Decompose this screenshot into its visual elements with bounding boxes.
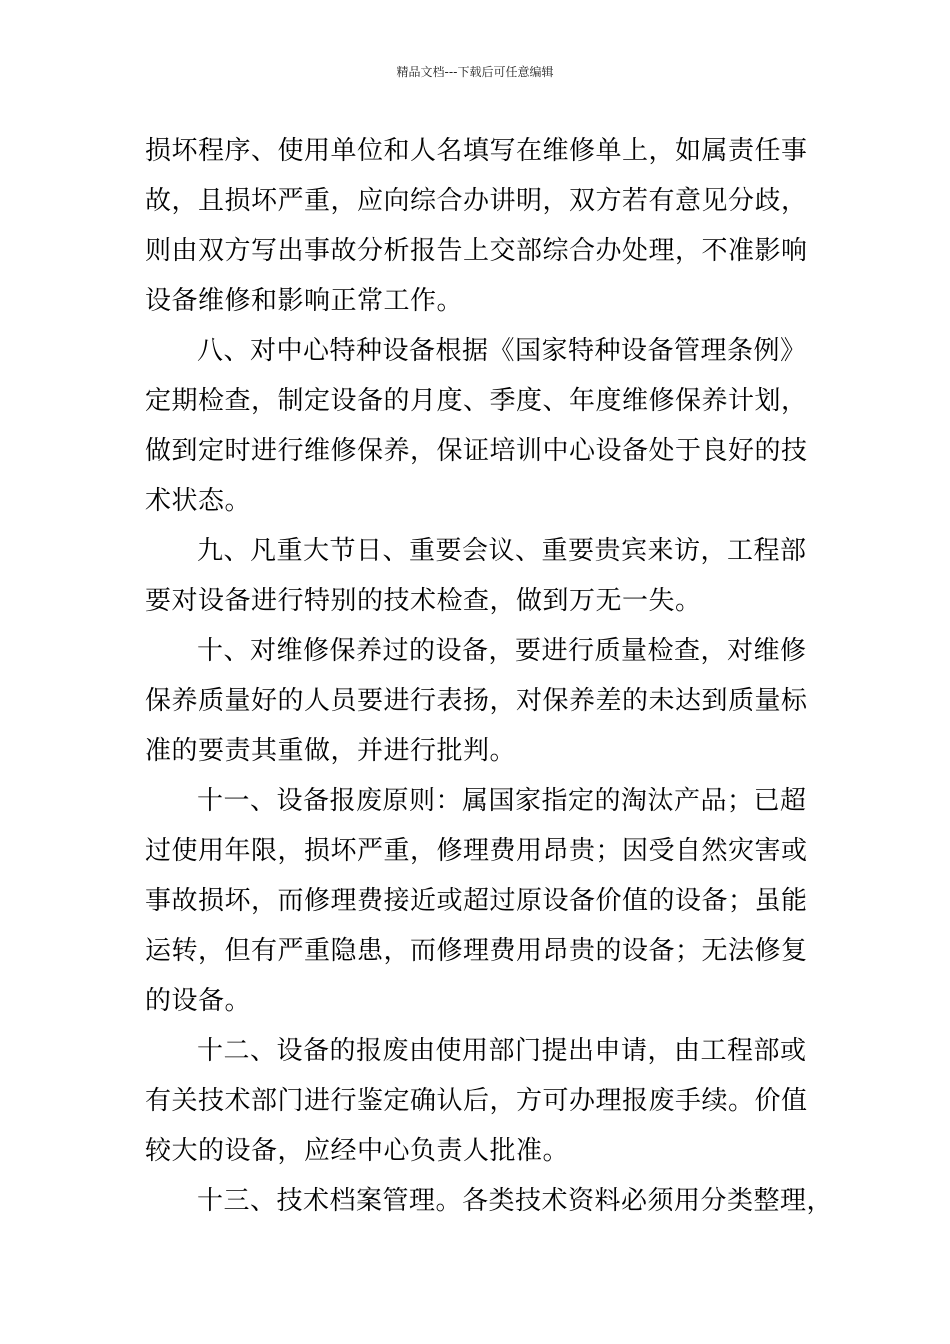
paragraph-start-line: 十、对维修保养过的设备，要进行质量检查，对维修 bbox=[197, 636, 807, 666]
text-line: 损坏程序、使用单位和人名填写在维修单上，如属责任事 bbox=[145, 136, 808, 166]
text-line: 运转，但有严重隐患，而修理费用昂贵的设备；无法修复 bbox=[145, 936, 808, 966]
paragraph-start-line: 十二、设备的报废由使用部门提出申请，由工程部或 bbox=[197, 1036, 807, 1066]
paragraph-start-line: 九、凡重大节日、重要会议、重要贵宾来访，工程部 bbox=[197, 536, 807, 566]
text-line: 过使用年限，损坏严重，修理费用昂贵；因受自然灾害或 bbox=[145, 836, 808, 866]
text-line: 准的要责其重做，并进行批判。 bbox=[145, 736, 517, 766]
text-line: 事故损坏，而修理费接近或超过原设备价值的设备；虽能 bbox=[145, 886, 808, 916]
document-body bbox=[145, 126, 834, 1226]
text-line: 定期检查，制定设备的月度、季度、年度维修保养计划， bbox=[145, 386, 808, 416]
text-line: 故，且损坏严重，应向综合办讲明，双方若有意见分歧， bbox=[145, 186, 808, 216]
text-line: 做到定时进行维修保养，保证培训中心设备处于良好的技 bbox=[145, 436, 808, 466]
text-line: 则由双方写出事故分析报告上交部综合办处理，不准影响 bbox=[145, 236, 808, 266]
text-line: 要对设备进行特别的技术检查，做到万无一失。 bbox=[145, 586, 702, 616]
text-line: 设备维修和影响正常工作。 bbox=[145, 286, 464, 316]
text-line: 较大的设备，应经中心负责人批准。 bbox=[145, 1136, 570, 1166]
paragraph-start-line: 八、对中心特种设备根据《国家特种设备管理条例》 bbox=[197, 336, 807, 366]
text-line: 术状态。 bbox=[145, 486, 252, 516]
text-line: 的设备。 bbox=[145, 986, 252, 1016]
text-line: 保养质量好的人员要进行表扬，对保养差的未达到质量标 bbox=[145, 686, 808, 716]
paragraph-start-line: 十一、设备报废原则：属国家指定的淘汰产品；已超 bbox=[197, 786, 807, 816]
page-header: 精品文档---下载后可任意编辑 bbox=[396, 65, 554, 79]
text-line: 有关技术部门进行鉴定确认后，方可办理报废手续。价值 bbox=[145, 1086, 808, 1116]
paragraph-start-line: 十三、技术档案管理。各类技术资料必须用分类整理， bbox=[197, 1186, 834, 1216]
